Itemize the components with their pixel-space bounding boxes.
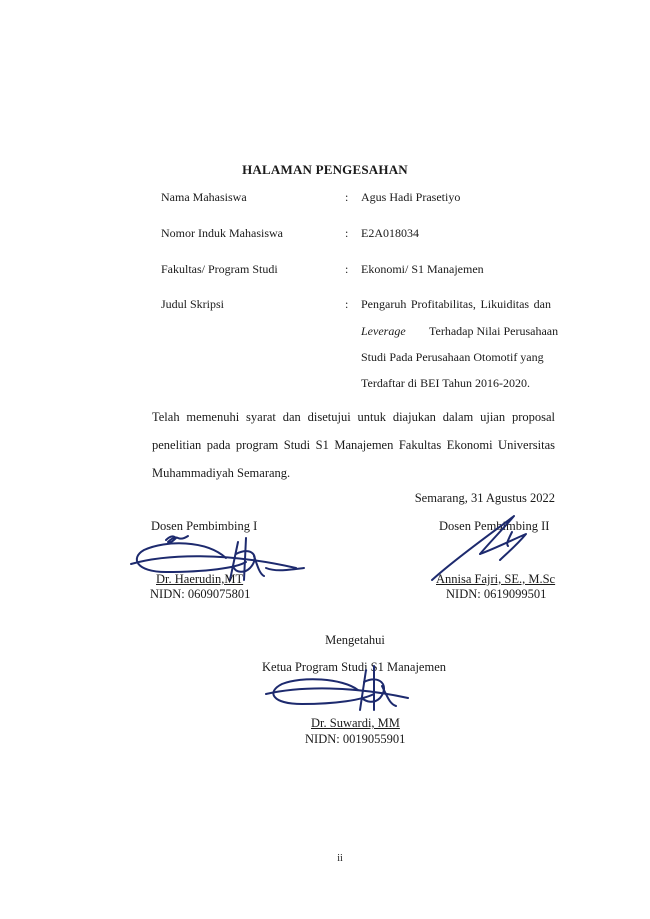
supervisor1-role: Dosen Pembimbing I bbox=[151, 519, 258, 533]
head-name: Dr. Suwardi, MM bbox=[311, 716, 400, 730]
field-value-name: Agus Hadi Prasetiyo bbox=[361, 190, 461, 204]
thesis-title-line-3: Studi Pada Perusahaan Otomotif yang bbox=[361, 350, 544, 364]
page-number: ii bbox=[337, 853, 343, 864]
supervisor1-name: Dr. Haerudin,MT bbox=[156, 572, 244, 586]
thesis-title-line-2-text: Terhadap Nilai Perusahaan bbox=[429, 324, 559, 338]
approval-paragraph-line-1: Telah memenuhi syarat dan disetujui untuk diajukan dalam ujian proposal bbox=[152, 410, 555, 424]
field-label-nim: Nomor Induk Mahasiswa bbox=[161, 226, 283, 240]
thesis-title-line-1: Pengaruh Profitabilitas, Likuiditas dan bbox=[361, 297, 551, 311]
approval-paragraph-line-2: penelitian pada program Studi S1 Manajemen Fakultas Ekonomi Universitas bbox=[152, 438, 555, 452]
head-signature bbox=[262, 660, 412, 716]
head-role: Ketua Program Studi S1 Manajemen bbox=[262, 660, 446, 674]
thesis-title-line-4: Terdaftar di BEI Tahun 2016-2020. bbox=[361, 376, 531, 390]
field-colon: : bbox=[345, 226, 349, 240]
thesis-title-line-2 bbox=[361, 324, 559, 339]
thesis-title-italic-word: Leverage bbox=[361, 324, 406, 338]
supervisor1-nidn: NIDN: 0609075801 bbox=[150, 587, 251, 601]
place-date: Semarang, 31 Agustus 2022 bbox=[414, 491, 555, 505]
approval-paragraph-line-3: Muhammadiyah Semarang. bbox=[152, 466, 291, 480]
field-colon: : bbox=[345, 262, 349, 276]
acknowledged-label: Mengetahui bbox=[325, 633, 385, 647]
head-nidn: NIDN: 0019055901 bbox=[305, 732, 406, 746]
field-label-thesis-title: Judul Skripsi bbox=[161, 297, 225, 311]
field-value-faculty: Ekonomi/ S1 Manajemen bbox=[361, 262, 484, 276]
field-colon: : bbox=[345, 190, 349, 204]
field-label-name: Nama Mahasiswa bbox=[161, 190, 247, 204]
field-label-faculty: Fakultas/ Program Studi bbox=[161, 262, 278, 276]
field-colon: : bbox=[345, 297, 349, 311]
field-value-nim: E2A018034 bbox=[361, 226, 419, 240]
supervisor2-nidn: NIDN: 0619099501 bbox=[446, 587, 547, 601]
supervisor2-name: Annisa Fajri, SE., M.Sc bbox=[436, 572, 556, 586]
supervisor2-role: Dosen Pembimbing II bbox=[439, 519, 550, 533]
page-title: HALAMAN PENGESAHAN bbox=[242, 162, 408, 177]
